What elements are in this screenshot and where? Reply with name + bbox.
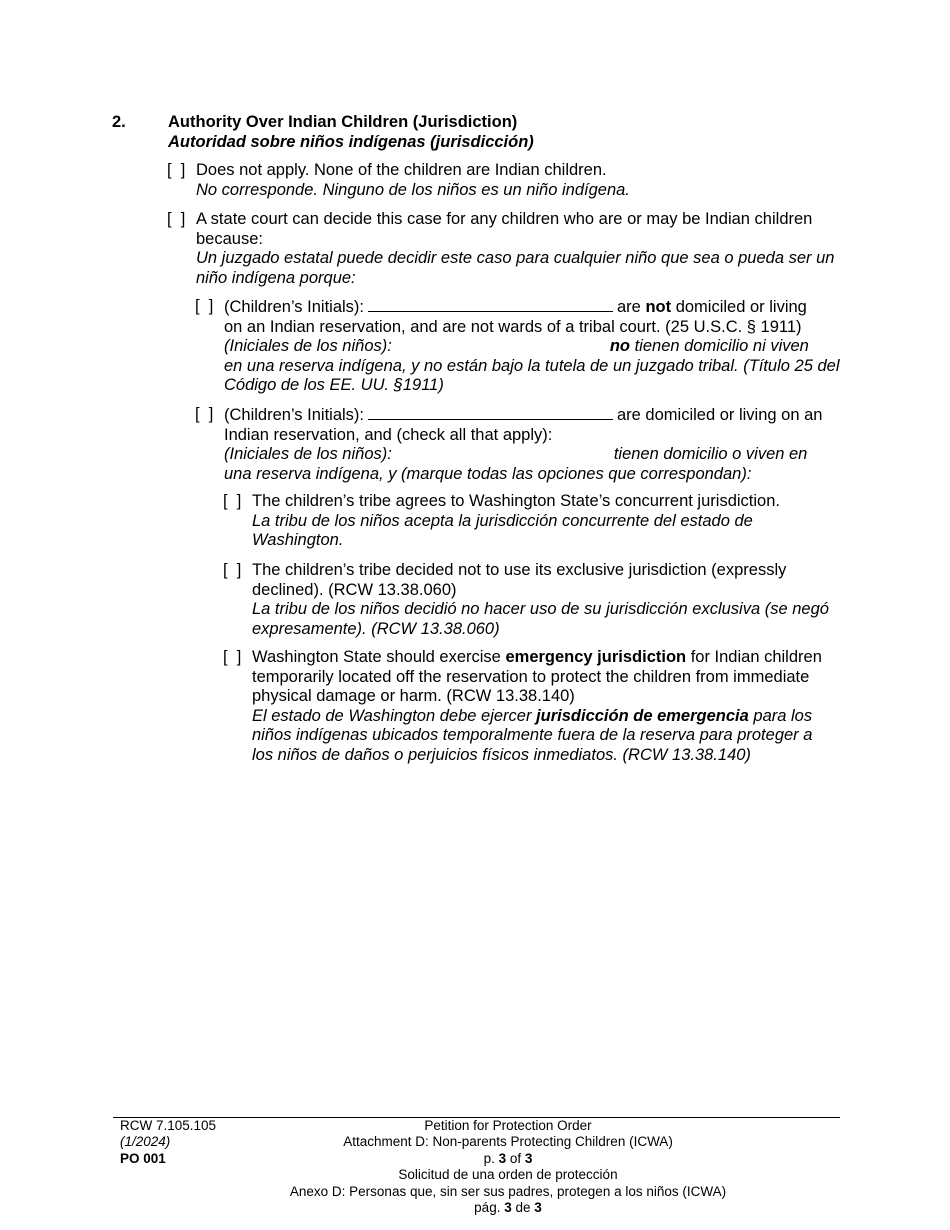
- checkbox-domiciled[interactable]: [ ]: [195, 405, 214, 423]
- section-title: [168, 113, 808, 152]
- footer-form-info: [120, 1118, 216, 1167]
- footer-page-current: 3: [498, 1150, 507, 1166]
- footer-page-en: [258, 1151, 758, 1167]
- emergency-en-pre: Washington State should exercise: [252, 648, 501, 666]
- initials-label-a: (Children’s Initials):: [224, 298, 364, 316]
- domiciled-line-1: [224, 405, 842, 426]
- footer-form-id: PO 001: [120, 1150, 166, 1166]
- checkbox-concurrent-jurisdiction[interactable]: [ ]: [223, 492, 242, 510]
- not-domiciled-line-1: [224, 297, 842, 318]
- domiciled-es-line-2: una reserva indígena, y (marque todas las opciones que correspondan):: [224, 464, 752, 483]
- section-title-es: Autoridad sobre niños indígenas (jurisdicción): [168, 132, 534, 151]
- checkbox-state-court[interactable]: [ ]: [167, 210, 186, 228]
- footer-title-en: Petition for Protection Order: [424, 1118, 592, 1133]
- footer-title-block: [258, 1118, 758, 1216]
- section-number: 2.: [112, 113, 126, 131]
- emergency-es-bold: jurisdicción de emergencia: [536, 706, 749, 725]
- footer-statute: RCW 7.105.105: [120, 1118, 217, 1133]
- initials-label-a-es: (Iniciales de los niños):: [224, 337, 392, 356]
- domiciled-es-line-1: [224, 445, 842, 465]
- emergency-en-bold: emergency jurisdiction: [505, 648, 687, 666]
- emergency-jurisdiction-en: [252, 648, 837, 707]
- domiciled-es-rest: tienen domicilio o viven en: [613, 445, 808, 464]
- footer-page-prefix-es: pág.: [474, 1200, 501, 1216]
- no-emphasis: no: [609, 337, 630, 356]
- declined-jurisdiction-es: La tribu de los niños decidió no hacer uso de su jurisdicción exclusiva (se negó expresamente). (RCW 13.38.060): [252, 600, 829, 638]
- not-domiciled-es-rest: tienen domicilio ni viven: [634, 337, 809, 356]
- checkbox-not-domiciled[interactable]: [ ]: [195, 297, 214, 315]
- footer-page-es: [258, 1200, 758, 1216]
- initials-input-a[interactable]: [368, 297, 613, 312]
- not-domiciled-es-line-1: [224, 337, 842, 357]
- not-emphasis: not: [645, 298, 672, 316]
- initials-input-b[interactable]: [368, 405, 613, 420]
- checkbox-emergency-jurisdiction[interactable]: [ ]: [223, 648, 242, 666]
- footer-page-total-es: 3: [534, 1200, 542, 1216]
- footer-revision: (1/2024): [120, 1134, 171, 1150]
- emergency-es-post: para los niños indígenas ubicados temporalmente fuera de la reserva para proteger a los niños de daños o perjuicios físicos inmediatos. (RCW 13.38.140): [252, 706, 813, 764]
- emergency-jurisdiction-es: [252, 707, 837, 766]
- footer-title-es: Solicitud de una orden de protección: [398, 1167, 618, 1183]
- checkbox-does-not-apply[interactable]: [ ]: [167, 161, 186, 179]
- footer-attachment-en: Attachment D: Non-parents Protecting Children (ICWA): [343, 1134, 673, 1150]
- option-state-court-es: Un juzgado estatal puede decidir este caso para cualquier niño que sea o pueda ser un niño indígena porque:: [196, 249, 835, 287]
- footer-page-prefix-en: p.: [483, 1150, 495, 1166]
- not-domiciled-line-2: on an Indian reservation, and are not wards of a tribal court. (25 U.S.C. § 1911): [224, 317, 802, 336]
- not-domiciled-are: are: [617, 298, 641, 316]
- option-state-court-en: A state court can decide this case for any children who are or may be Indian children because:: [196, 210, 813, 248]
- domiciled-rest: are domiciled or living on an: [617, 406, 823, 424]
- emergency-en-post: for Indian children temporarily located off the reservation to protect the children from immediate physical damage or harm. (RCW 13.38.140): [252, 648, 822, 706]
- footer-page-total: 3: [524, 1150, 533, 1166]
- not-domiciled-rest: domiciled or living: [675, 298, 807, 316]
- initials-label-b-es: (Iniciales de los niños):: [224, 445, 392, 464]
- option-does-not-apply-en: Does not apply. None of the children are Indian children.: [196, 161, 607, 179]
- footer-page-of-en: of: [509, 1150, 522, 1166]
- initials-label-b: (Children’s Initials):: [224, 406, 364, 424]
- footer-attachment-es: Anexo D: Personas que, sin ser sus padres, protegen a los niños (ICWA): [289, 1183, 727, 1199]
- checkbox-declined-jurisdiction[interactable]: [ ]: [223, 561, 242, 579]
- not-domiciled-es-line-2: en una reserva indígena, y no están bajo la tutela de un juzgado tribal. (Título 25 del Código de los EE. UU. §1911): [224, 356, 840, 395]
- section-title-en: Authority Over Indian Children (Jurisdiction): [168, 113, 518, 131]
- option-does-not-apply-es: No corresponde. Ninguno de los niños es un niño indígena.: [196, 180, 630, 199]
- domiciled-line-2: Indian reservation, and (check all that apply):: [224, 425, 553, 444]
- footer-page-of-es: de: [515, 1200, 531, 1216]
- emergency-es-pre: El estado de Washington debe ejercer: [252, 706, 532, 725]
- footer-page-current-es: 3: [504, 1200, 512, 1216]
- concurrent-jurisdiction-es: La tribu de los niños acepta la jurisdicción concurrente del estado de Washington.: [252, 511, 753, 550]
- declined-jurisdiction-en: The children’s tribe decided not to use its exclusive jurisdiction (expressly declined). (RCW 13.38.060): [252, 561, 787, 599]
- concurrent-jurisdiction-en: The children’s tribe agrees to Washington State’s concurrent jurisdiction.: [252, 492, 780, 510]
